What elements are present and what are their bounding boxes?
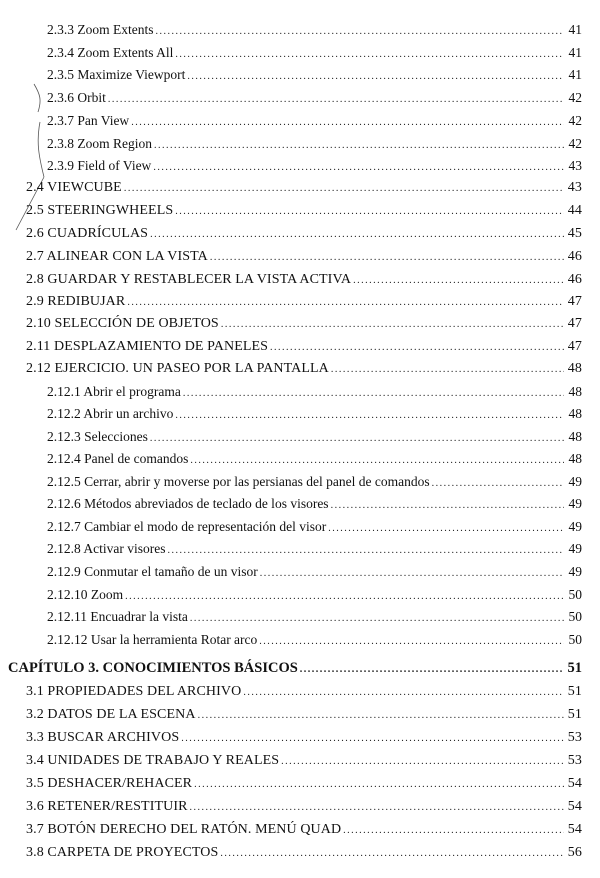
toc-entry-title: 2.12.6 Métodos abreviados de teclado de los visores	[47, 496, 329, 511]
toc-dot-leader	[331, 362, 564, 378]
toc-entry	[26, 799, 582, 816]
toc-page-number: 48	[568, 451, 582, 466]
toc-entry	[26, 753, 582, 770]
toc-entry	[47, 45, 582, 63]
toc-page-number: 51	[567, 707, 582, 722]
toc-entry	[47, 22, 582, 40]
toc-dot-leader	[175, 47, 564, 63]
toc-entry-title: 2.3.9 Field of View	[47, 158, 152, 173]
toc-dot-leader	[108, 92, 564, 108]
toc-page-number: 49	[568, 541, 582, 556]
toc-dot-leader	[181, 731, 564, 747]
toc-entry-title: 2.6 CUADRÍCULAS	[26, 226, 149, 241]
toc-page-number: 41	[568, 22, 582, 37]
toc-dot-leader	[331, 498, 564, 514]
toc-dot-leader	[221, 317, 564, 333]
toc-dot-leader	[270, 340, 564, 356]
toc-dot-leader	[220, 846, 564, 862]
toc-page-number: 44	[567, 203, 582, 218]
toc-entry	[26, 339, 582, 356]
toc-dot-leader	[343, 823, 564, 839]
toc-entry	[47, 429, 582, 447]
toc-dot-leader	[260, 566, 564, 582]
toc-entry	[47, 541, 582, 559]
toc-dot-leader	[259, 634, 564, 650]
toc-entry	[26, 226, 582, 243]
toc-dot-leader	[194, 777, 564, 793]
toc-dot-leader	[243, 685, 564, 701]
toc-page-number: 47	[567, 316, 582, 331]
toc-page-number: 50	[568, 632, 582, 647]
toc-entry	[26, 203, 582, 220]
toc-entry-title: 3.8 CARPETA DE PROYECTOS	[26, 845, 219, 860]
toc-entry	[26, 249, 582, 266]
toc-dot-leader	[175, 204, 564, 220]
toc-entry-title: 2.8 GUARDAR Y RESTABLECER LA VISTA ACTIVA	[26, 272, 352, 287]
toc-entry	[26, 180, 582, 197]
toc-entry-title: 3.2 DATOS DE LA ESCENA	[26, 707, 196, 722]
toc-entry-title: 2.10 SELECCIÓN DE OBJETOS	[26, 316, 219, 331]
toc-entry-title: 2.12.12 Usar la herramienta Rotar arco	[47, 632, 258, 647]
toc-entry	[47, 113, 582, 131]
toc-page-number: 49	[568, 474, 582, 489]
toc-entry	[47, 90, 582, 108]
toc-entry-title: 2.3.6 Orbit	[47, 90, 106, 105]
toc-page-number: 42	[568, 113, 582, 128]
toc-entry	[47, 384, 582, 402]
toc-chapter-entry	[8, 660, 582, 678]
toc-page-number: 45	[567, 226, 582, 241]
toc-entry-title: 2.12.9 Conmutar el tamaño de un visor	[47, 564, 258, 579]
toc-dot-leader	[187, 69, 564, 85]
toc-entry	[47, 474, 582, 492]
toc-entry	[47, 451, 582, 469]
toc-entry	[47, 67, 582, 85]
toc-page-number: 48	[568, 406, 582, 421]
toc-entry	[47, 632, 582, 650]
toc-entry	[47, 136, 582, 154]
toc-dot-leader	[198, 708, 564, 724]
toc-page-number: 48	[568, 384, 582, 399]
toc-page-number: 49	[568, 519, 582, 534]
toc-page-number: 43	[568, 158, 582, 173]
toc-page-number: 50	[568, 609, 582, 624]
toc-entry-title: 3.5 DESHACER/REHACER	[26, 776, 193, 791]
toc-entry-title: 2.12.8 Activar visores	[47, 541, 166, 556]
toc-page-number: 41	[568, 67, 582, 82]
toc-entry-title: 3.4 UNIDADES DE TRABAJO Y REALES	[26, 753, 280, 768]
toc-entry-title: 2.12.11 Encuadrar la vista	[47, 609, 188, 624]
toc-entry-title: 2.12.5 Cerrar, abrir y moverse por las persianas del panel de comandos	[47, 474, 430, 489]
toc-entry-title: CAPÍTULO 3. CONOCIMIENTOS BÁSICOS	[8, 660, 298, 676]
toc-page-number: 51	[567, 684, 582, 699]
toc-dot-leader	[150, 431, 564, 447]
toc-entry-title: 2.11 DESPLAZAMIENTO DE PANELES	[26, 339, 269, 354]
toc-entry	[26, 294, 582, 311]
toc-page-number: 56	[567, 845, 582, 860]
toc-page-number: 47	[567, 294, 582, 309]
toc-entry-title: 2.12.1 Abrir el programa	[47, 384, 181, 399]
toc-entry-title: 3.7 BOTÓN DERECHO DEL RATÓN. MENÚ QUAD	[26, 822, 342, 837]
toc-entry-title: 2.3.4 Zoom Extents All	[47, 45, 174, 60]
toc-dot-leader	[190, 453, 564, 469]
toc-entry-title: 2.12.3 Selecciones	[47, 429, 148, 444]
toc-dot-leader	[153, 160, 564, 176]
toc-page-number: 53	[567, 753, 582, 768]
toc-page-number: 49	[568, 564, 582, 579]
toc-entry-title: 2.5 STEERINGWHEELS	[26, 203, 174, 218]
toc-dot-leader	[125, 589, 564, 605]
toc-entry-title: 3.1 PROPIEDADES DEL ARCHIVO	[26, 684, 242, 699]
toc-entry-title: 2.3.7 Pan View	[47, 113, 130, 128]
toc-page-number: 46	[567, 249, 582, 264]
toc-dot-leader	[127, 295, 564, 311]
toc-page-number: 48	[567, 361, 582, 376]
toc-dot-leader	[175, 408, 564, 424]
toc-entry	[26, 730, 582, 747]
toc-entry	[26, 822, 582, 839]
toc-dot-leader	[281, 754, 564, 770]
toc-page-number: 42	[568, 136, 582, 151]
toc-entry-title: 2.4 VIEWCUBE	[26, 180, 122, 195]
toc-entry	[26, 845, 582, 862]
toc-entry-title: 2.12.10 Zoom	[47, 587, 124, 602]
toc-dot-leader	[124, 181, 564, 197]
toc-dot-leader	[156, 24, 565, 40]
toc-page-number: 53	[567, 730, 582, 745]
toc-page-number: 49	[568, 496, 582, 511]
toc-entry	[26, 272, 582, 289]
toc-entry	[26, 361, 582, 378]
toc-entry-title: 2.12.7 Cambiar el modo de representación del visor	[47, 519, 327, 534]
toc-page-number: 42	[568, 90, 582, 105]
toc-page-number: 46	[567, 272, 582, 287]
toc-page-number: 47	[567, 339, 582, 354]
toc-entry	[26, 316, 582, 333]
toc-entry-title: 2.3.8 Zoom Region	[47, 136, 152, 151]
toc-dot-leader	[353, 273, 564, 289]
toc-entry	[47, 609, 582, 627]
toc-page-number: 50	[568, 587, 582, 602]
toc-entry-title: 2.3.5 Maximize Viewport	[47, 67, 186, 82]
toc-page-number: 54	[567, 822, 582, 837]
toc-dot-leader	[131, 115, 564, 131]
toc-entry	[47, 564, 582, 582]
toc-dot-leader	[167, 543, 564, 559]
toc-dot-leader	[190, 800, 564, 816]
toc-entry	[47, 519, 582, 537]
toc-entry-title: 2.12.4 Panel de comandos	[47, 451, 189, 466]
toc-dot-leader	[300, 662, 564, 678]
toc-page-number: 51	[567, 660, 582, 676]
toc-entry-title: 2.7 ALINEAR CON LA VISTA	[26, 249, 208, 264]
toc-dot-leader	[154, 138, 564, 154]
toc-page-number: 54	[567, 799, 582, 814]
toc-entry	[47, 587, 582, 605]
toc-dot-leader	[432, 476, 564, 492]
toc-entry-title: 3.6 RETENER/RESTITUIR	[26, 799, 188, 814]
toc-entry	[47, 496, 582, 514]
toc-entry-title: 3.3 BUSCAR ARCHIVOS	[26, 730, 180, 745]
toc-entry-title: 2.12 EJERCICIO. UN PASEO POR LA PANTALLA	[26, 361, 329, 376]
toc-entry	[26, 684, 582, 701]
toc-entry	[26, 707, 582, 724]
toc-entry-title: 2.3.3 Zoom Extents	[47, 22, 154, 37]
toc-page-number: 48	[568, 429, 582, 444]
toc-dot-leader	[190, 611, 564, 627]
toc-page-number: 43	[567, 180, 582, 195]
toc-entry	[47, 406, 582, 424]
toc-dot-leader	[183, 386, 564, 402]
toc-dot-leader	[328, 521, 564, 537]
toc-entry	[47, 158, 582, 176]
toc-dot-leader	[210, 250, 564, 266]
toc-entry-title: 2.9 REDIBUJAR	[26, 294, 126, 309]
toc-page-number: 54	[567, 776, 582, 791]
toc-entry-title: 2.12.2 Abrir un archivo	[47, 406, 174, 421]
toc-page-number: 41	[568, 45, 582, 60]
toc-dot-leader	[150, 227, 564, 243]
toc-entry	[26, 776, 582, 793]
